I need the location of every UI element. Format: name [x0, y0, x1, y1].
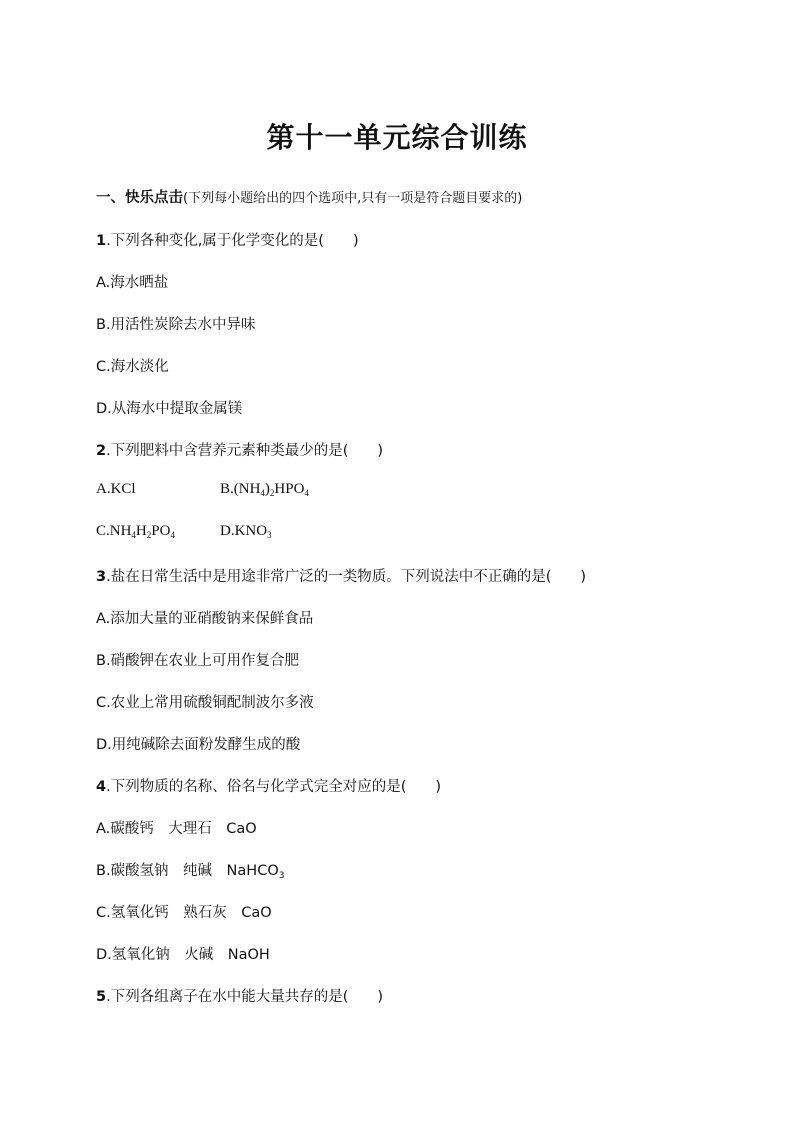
question-number: 4 — [96, 779, 107, 795]
question-2 — [96, 439, 383, 460]
option-2b: $B.(NH_4)_2HPO_4$ — [220, 481, 309, 498]
option-4b: B.碳酸氢钠 纯碱 NaHCO$_3$ — [96, 863, 285, 881]
option-3d: D.用纯碱除去面粉发酵生成的酸 — [96, 737, 301, 753]
option-3a: A.添加大量的亚硝酸钠来保鲜食品 — [96, 611, 314, 627]
question-number: 2 — [96, 443, 107, 459]
option-4a: A.碳酸钙 大理石 CaO — [96, 821, 257, 837]
question-number: 3 — [96, 569, 107, 585]
option-2c: $C.NH_4H_2PO_4$ — [96, 523, 175, 540]
option-1d: D.从海水中提取金属镁 — [96, 401, 243, 417]
question-4 — [96, 775, 441, 796]
option-3b: B.硝酸钾在农业上可用作复合肥 — [96, 653, 300, 669]
section-heading — [96, 186, 522, 207]
option-3c: C.农业上常用硫酸铜配制波尔多液 — [96, 695, 314, 711]
option-1a: A.海水晒盐 — [96, 275, 169, 291]
section-title: 一、快乐点击 — [96, 190, 183, 206]
page-title: 第十一单元综合训练 — [266, 121, 528, 154]
option-2a: A.KCl — [96, 481, 136, 497]
option-2d: $D.KNO_3$ — [220, 523, 272, 540]
question-5 — [96, 985, 383, 1006]
question-stem: .下列各种变化,属于化学变化的是( ) — [106, 233, 359, 249]
option-1c: C.海水淡化 — [96, 359, 169, 375]
section-note: (下列每小题给出的四个选项中,只有一项是符合题目要求的) — [183, 191, 523, 206]
option-4c: C.氢氧化钙 熟石灰 CaO — [96, 905, 272, 921]
question-stem: .下列物质的名称、俗名与化学式完全对应的是( ) — [106, 779, 442, 795]
question-1 — [96, 229, 359, 250]
question-stem: .下列各组离子在水中能大量共存的是( ) — [106, 989, 384, 1005]
question-number: 5 — [96, 989, 107, 1005]
question-number: 1 — [96, 233, 107, 249]
question-stem: .下列肥料中含营养元素种类最少的是( ) — [106, 443, 384, 459]
option-4d: D.氢氧化钠 火碱 NaOH — [96, 947, 270, 963]
option-1b: B.用活性炭除去水中异味 — [96, 317, 256, 333]
question-stem: .盐在日常生活中是用途非常广泛的一类物质。下列说法中不正确的是( ) — [106, 569, 587, 585]
question-3 — [96, 565, 586, 586]
